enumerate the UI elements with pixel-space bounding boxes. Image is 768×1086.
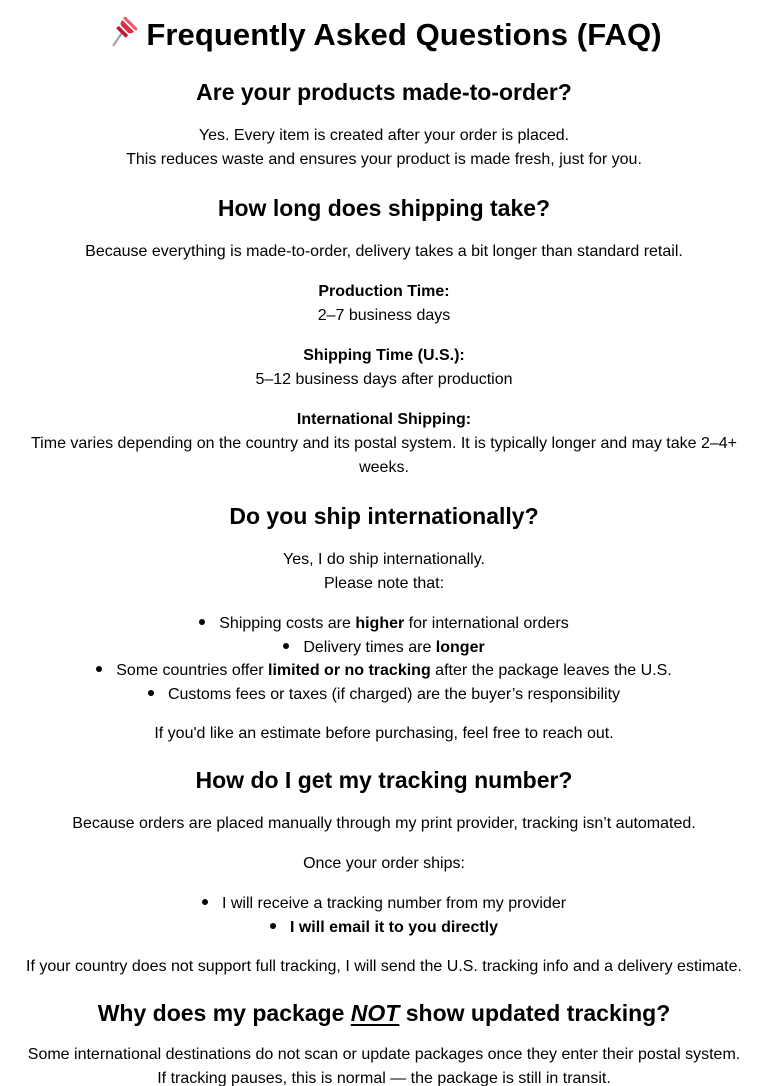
list-item: Delivery times are longer: [6, 636, 762, 660]
faq-answer-line: If tracking pauses, this is normal — the package is still in transit.: [157, 1070, 611, 1086]
list-item: I will receive a tracking number from my provider: [6, 892, 762, 916]
page-title-text: Frequently Asked Questions (FAQ): [146, 17, 662, 52]
emphasis-not: NOT: [350, 1000, 400, 1026]
list-item: I will email it to you directly: [6, 916, 762, 940]
international-notes-list: [6, 612, 762, 706]
faq-answer-line: Please note that:: [323, 575, 445, 592]
faq-question-tracking-number: How do I get my tracking number?: [195, 767, 573, 793]
faq-question-international: Do you ship internationally?: [229, 503, 539, 529]
faq-answer-line: Yes. Every item is created after your order is placed.: [198, 127, 570, 144]
list-item: Some countries offer limited or no tracking after the package leaves the U.S.: [6, 659, 762, 683]
faq-question-made-to-order: Are your products made-to-order?: [196, 79, 572, 105]
list-item: Shipping costs are higher for international orders: [6, 612, 762, 636]
production-time-label: Production Time:: [318, 283, 450, 300]
international-shipping-label: International Shipping:: [296, 411, 472, 428]
faq-question-tracking-not-updated: Why does my package NOT show updated tracking?: [97, 1000, 671, 1026]
faq-answer-line: Some international destinations do not scan or update packages once they enter their postal system.: [27, 1046, 741, 1063]
faq-answer-intro: Because everything is made-to-order, delivery takes a bit longer than standard retail.: [85, 243, 683, 260]
faq-answer-line: Yes, I do ship internationally.: [283, 551, 485, 568]
pushpin-icon: [106, 14, 140, 48]
shipping-us-label: Shipping Time (U.S.):: [303, 347, 465, 364]
faq-question-shipping-time: How long does shipping take?: [217, 195, 551, 221]
faq-answer-intro: Because orders are placed manually through my print provider, tracking isn’t automated.: [72, 815, 696, 832]
faq-answer-closing: If your country does not support full tracking, I will send the U.S. tracking info and a delivery estimate.: [26, 958, 742, 975]
shipping-us-value: 5–12 business days after production: [255, 371, 513, 388]
tracking-steps-list: [6, 892, 762, 939]
list-item: Customs fees or taxes (if charged) are the buyer’s responsibility: [6, 683, 762, 707]
production-time-value: 2–7 business days: [317, 307, 451, 324]
faq-answer-line: This reduces waste and ensures your product is made fresh, just for you.: [126, 151, 642, 168]
international-shipping-value: Time varies depending on the country and its postal system. It is typically longer and may take 2–4+ weeks.: [31, 435, 737, 476]
faq-answer-lead: Once your order ships:: [303, 855, 465, 872]
page-title: [6, 0, 762, 54]
faq-answer-closing: If you'd like an estimate before purchasing, feel free to reach out.: [154, 725, 614, 742]
